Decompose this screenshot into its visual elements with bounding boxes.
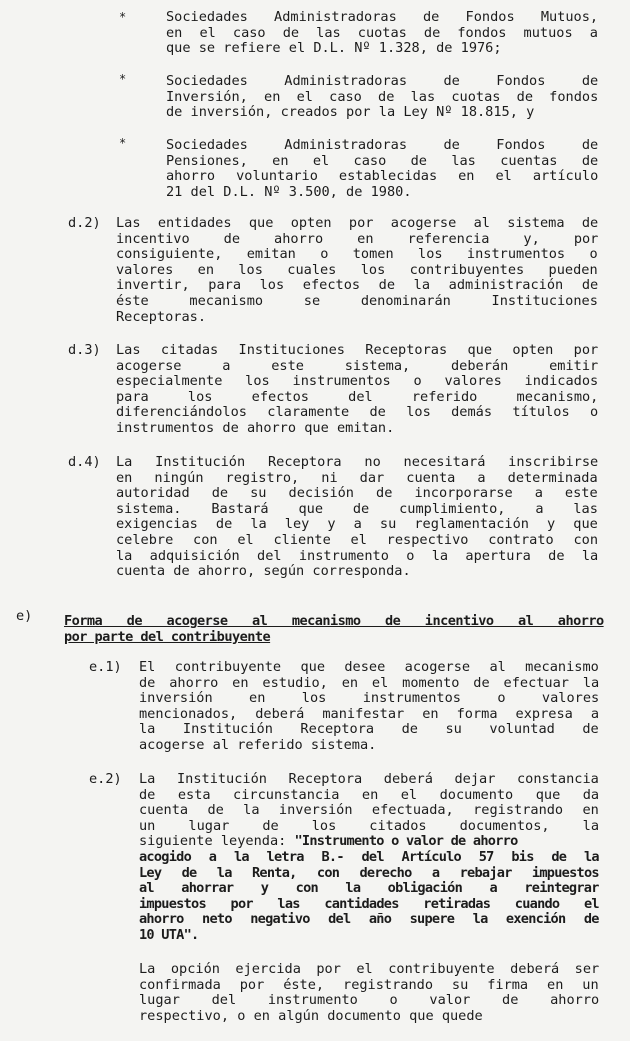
item-marker-e2: e.2) (89, 771, 122, 787)
text-line: de ahorro en estudio, en el momento de efectuar la (139, 674, 600, 691)
text-line: en el caso de las cuotas de fondos mutuos a (166, 24, 598, 41)
heading-line: Forma de acogerse al mecanismo de incentivo al ahorro (64, 613, 604, 629)
text-line: en ningún registro, ni dar cuenta a determinada (116, 469, 598, 486)
text-line: instrumentos de ahorro que emitan. (116, 419, 395, 436)
text-line: cuenta de ahorro, según corresponda. (116, 563, 411, 580)
text-line: que se refiere el D.L. Nº 1.328, de 1976; (166, 40, 502, 57)
text-line: Pensiones, en el caso de las cuentas de (166, 152, 599, 169)
legend-line: ahorro neto negativo del año supere la exención de (139, 911, 599, 928)
item-marker-e1: e.1) (89, 659, 122, 675)
text-line: de esta circunstancia en el documento que da (139, 786, 600, 803)
text-line-mixed (139, 834, 599, 850)
item-marker-d2: d.2) (68, 215, 101, 231)
text-line: La Institución Receptora no necesitará inscribirse (116, 454, 599, 470)
text-line: acogerse al referido sistema. (139, 736, 377, 753)
text-line: diferenciándolos claramente de los demás títulos o (116, 404, 599, 421)
text-line: Receptoras. (116, 308, 207, 325)
text-line: lugar del instrumento o valor de ahorro (139, 992, 600, 1009)
text-line: inversión en los instrumentos o valores (139, 690, 600, 707)
text-line: confirmada por éste, registrando su firma en un (139, 976, 599, 993)
bullet-marker: * (119, 136, 127, 150)
text-line: celebre con el cliente el respectivo contrato con (116, 531, 599, 548)
text-line: mencionados, deberá manifestar en forma expresa a (139, 705, 600, 722)
text-line: ahorro voluntario establecidas en el artículo (166, 168, 599, 185)
text-line: respectivo, o en algún documento que quede (139, 1007, 483, 1024)
text-line: Las entidades que opten por acogerse al sistema de (116, 215, 599, 231)
section-heading (64, 614, 604, 645)
legend-line: Ley de la Renta, con derecho a rebajar impuestos (139, 864, 599, 881)
text-line: para los efectos del referido mecanismo, (116, 388, 599, 405)
text-line: Las citadas Instituciones Receptoras que opten por (116, 342, 599, 358)
text-line: autoridad de su decisión de incorporarse a este (116, 485, 598, 502)
bullet-item-fondos-mutuos (166, 10, 598, 57)
text-line: 21 del D.L. Nº 3.500, de 1980. (166, 183, 412, 200)
text-line: de inversión, creados por la Ley Nº 18.815, y (166, 104, 535, 121)
item-marker-d3: d.3) (68, 342, 101, 358)
heading-line: por parte del contribuyente (64, 628, 271, 645)
legend-line: impuestos por las cantidades retiradas cuando el (139, 895, 599, 912)
text-line: Sociedades Administradoras de Fondos de (166, 73, 599, 89)
text-line: incentivo de ahorro en referencia y, por (116, 230, 599, 247)
item-d4 (116, 455, 598, 580)
item-e2 (139, 772, 599, 944)
bullet-marker: * (119, 72, 127, 86)
legend-line: al ahorrar y con la obligación a reintegrar (139, 880, 599, 897)
text-line: Inversión, en el caso de las cuotas de fondos (166, 88, 599, 105)
text-line: sistema. Bastará que de cumplimiento, a las (116, 500, 598, 517)
legend-line: acogido a la letra B.- del Artículo 57 bis de la (139, 848, 599, 865)
section-marker-e: e) (16, 608, 33, 624)
text-line: acogerse a este sistema, deberán emitir (116, 357, 599, 374)
text-line: Sociedades Administradoras de Fondos Mutuos, (166, 9, 599, 25)
text-line: un lugar de los citados documentos, la (139, 817, 599, 834)
item-e1 (139, 660, 599, 754)
text-line: La opción ejercida por el contribuyente deberá ser (139, 961, 600, 977)
text-segment: siguiente leyenda: (139, 833, 295, 850)
text-line: la adquisición del instrumento o la apertura de la (116, 547, 599, 564)
text-line: Sociedades Administradoras de Fondos de (166, 137, 599, 153)
legend-text: "Instrumento o valor de ahorro (294, 833, 518, 850)
item-d2 (116, 216, 598, 325)
bullet-item-fondos-inversion (166, 74, 598, 121)
text-line: consiguiente, emitan o tomen los instrumentos o (116, 246, 598, 263)
bullet-item-fondos-pensiones (166, 138, 598, 200)
text-line: invertir, para los efectos de la administración de (116, 277, 599, 294)
text-line: La Institución Receptora deberá dejar constancia (139, 771, 599, 787)
text-line: éste mecanismo se denominarán Instituciones (116, 292, 598, 309)
text-line: El contribuyente que desee acogerse al mecanismo (139, 659, 599, 675)
item-marker-d4: d.4) (68, 454, 101, 470)
text-line: exigencias de la ley y a su reglamentación y que (116, 516, 598, 533)
item-d3 (116, 343, 598, 437)
legend-line: 10 UTA". (139, 926, 199, 943)
text-line: valores en los cuales los contribuyentes pueden (116, 261, 598, 278)
text-line: especialmente los instrumentos o valores indicados (116, 373, 599, 390)
text-line: la Institución Receptora de su voluntad de (139, 721, 599, 738)
text-line: cuenta de la inversión efectuada, registrando en (139, 802, 599, 819)
bullet-marker: * (119, 10, 127, 24)
final-paragraph (139, 962, 599, 1024)
